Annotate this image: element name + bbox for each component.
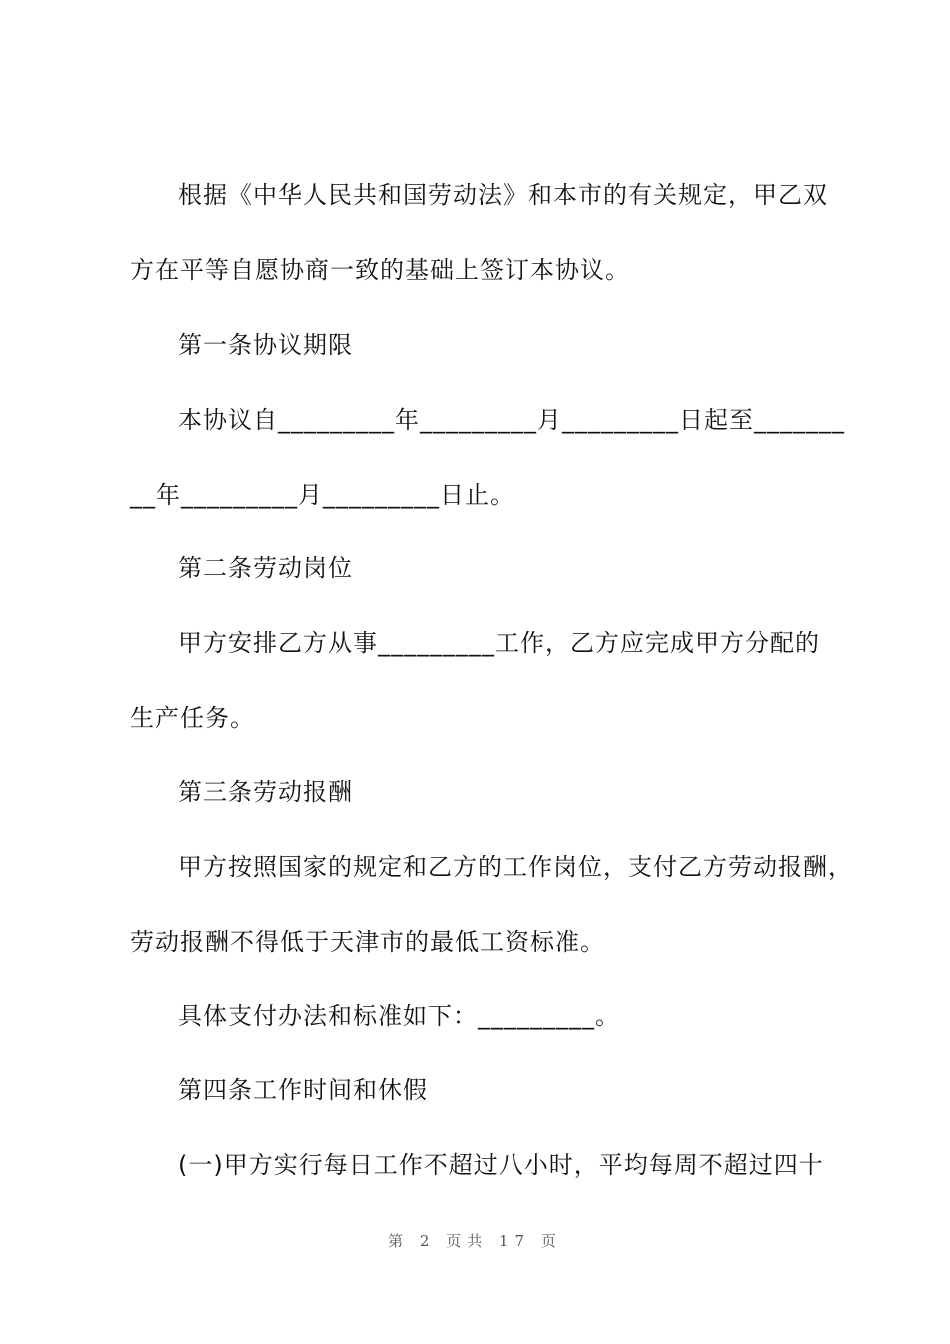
paragraph-line: 本协议自_________年_________月_________日起至_______ (178, 406, 845, 434)
section-heading: 第二条劳动岗位 (178, 554, 353, 582)
paragraph-line: 劳动报酬不得低于天津市的最低工资标准。 (130, 928, 605, 956)
paragraph-line: 方在平等自愿协商一致的基础上签订本协议。 (130, 256, 630, 284)
section-heading: 第一条协议期限 (178, 331, 353, 359)
page-number-footer: 第 2 页共 17 页 (388, 1232, 562, 1250)
paragraph-line: (一)甲方实行每日工作不超过八小时，平均每周不超过四十 (178, 1151, 824, 1179)
paragraph-line: 甲方按照国家的规定和乙方的工作岗位，支付乙方劳动报酬， (178, 853, 853, 881)
paragraph-line: 具体支付办法和标准如下：_________。 (178, 1002, 620, 1030)
paragraph-line: 根据《中华人民共和国劳动法》和本市的有关规定，甲乙双 (178, 181, 828, 209)
paragraph-line: __年_________月_________日止。 (130, 481, 515, 509)
paragraph-line: 甲方安排乙方从事_________工作，乙方应完成甲方分配的 (178, 629, 820, 657)
section-heading: 第四条工作时间和休假 (178, 1076, 428, 1104)
section-heading: 第三条劳动报酬 (178, 778, 353, 806)
paragraph-line: 生产任务。 (130, 704, 255, 732)
